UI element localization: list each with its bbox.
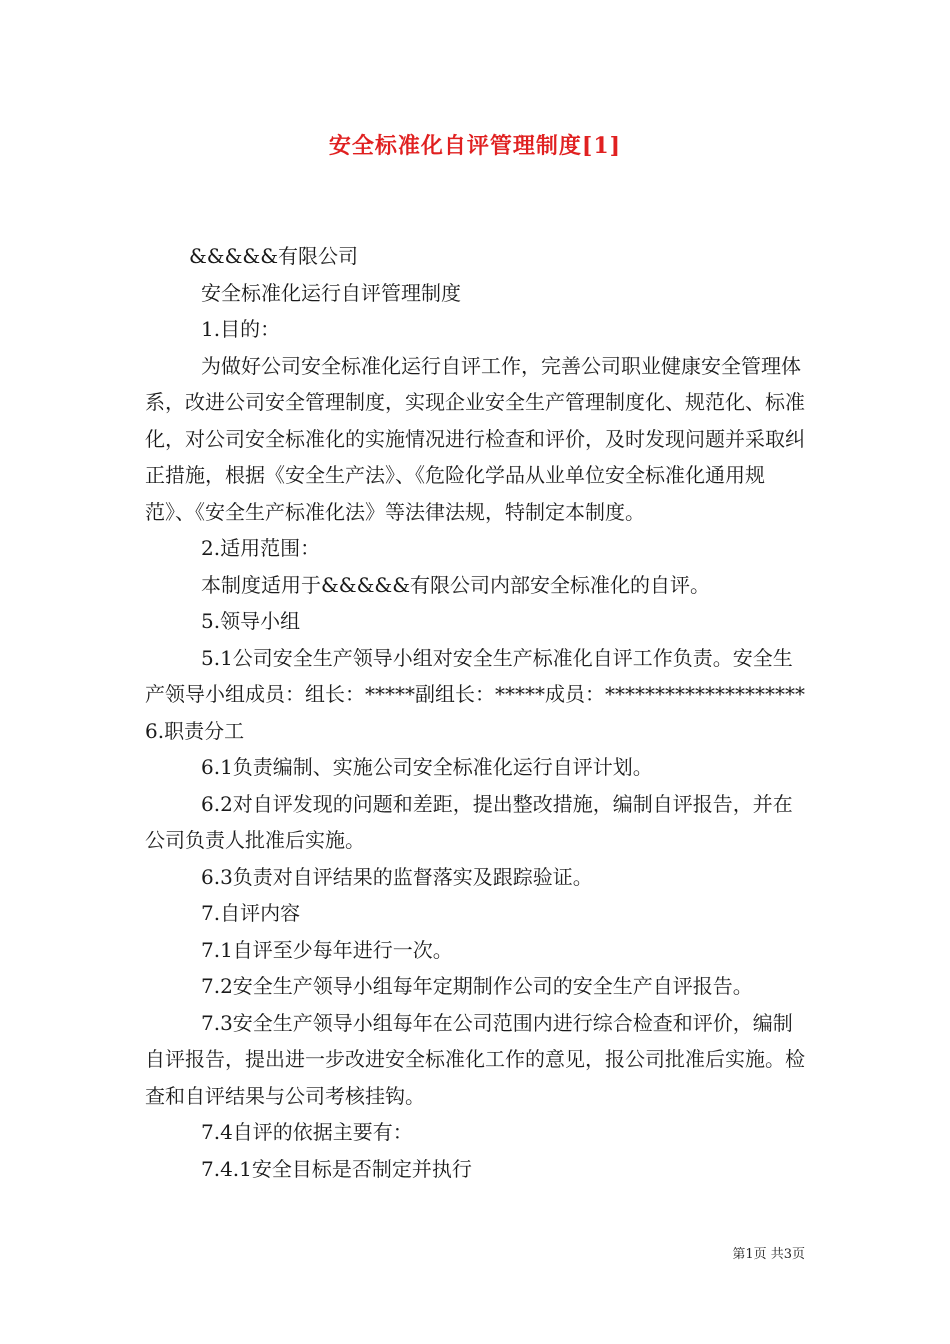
paragraph-content-7-4-1: 7.4.1安全目标是否制定并执行 — [201, 1156, 472, 1181]
paragraph-content-7-4: 7.4自评的依据主要有： — [201, 1120, 413, 1144]
paragraph-purpose: 为做好公司安全标准化运行自评工作，完善公司职业健康安全管理体系，改进公司安全管理制度，实现企业安全生产管理制度化、规范化、标准化，对公司安全标准化的实施情况进行检查和评价，及时发现问题并采取纠正措施，根据《安全生产法》、《危险化学品从业单位安全标准化通用规范》、《安全生产标准化法》等法律法规，特制定本制度。 — [145, 353, 805, 524]
section-heading-purpose: 1.目的： — [201, 317, 281, 341]
company-name: &&&&&有限公司 — [189, 244, 359, 268]
section-heading-leadership: 5.领导小组 — [201, 609, 301, 633]
paragraph-duty-6-2: 6.2对自评发现的问题和差距，提出整改措施，编制自评报告，并在公司负责人批准后实施。 — [145, 791, 793, 852]
document-body — [145, 238, 810, 1187]
paragraph-duty-6-3: 6.3负责对自评结果的监督落实及跟踪验证。 — [201, 864, 593, 889]
paragraph-content-7-2: 7.2安全生产领导小组每年定期制作公司的安全生产自评报告。 — [201, 974, 753, 998]
paragraph-content-7-3: 7.3安全生产领导小组每年在公司范围内进行综合检查和评价，编制自评报告，提出进一步改进安全标准化工作的意见，报公司批准后实施。检查和自评结果与公司考核挂钩。 — [145, 1010, 805, 1108]
paragraph-leadership: 5.1公司安全生产领导小组对安全生产标准化自评工作负责。安全生产领导小组成员：组长：*****副组长：*****成员：********************6.职责分工 — [145, 645, 805, 743]
document-subtitle: 安全标准化运行自评管理制度 — [201, 280, 461, 305]
paragraph-duty-6-1: 6.1负责编制、实施公司安全标准化运行自评计划。 — [201, 755, 653, 779]
paragraph-scope: 本制度适用于&&&&&有限公司内部安全标准化的自评。 — [201, 572, 711, 597]
section-heading-content: 7.自评内容 — [201, 901, 301, 925]
section-heading-scope: 2.适用范围： — [201, 536, 321, 560]
paragraph-content-7-1: 7.1自评至少每年进行一次。 — [201, 937, 453, 962]
page-title: 安全标准化自评管理制度[1] — [328, 133, 622, 159]
page-number: 第1页 共3页 — [732, 1247, 805, 1262]
